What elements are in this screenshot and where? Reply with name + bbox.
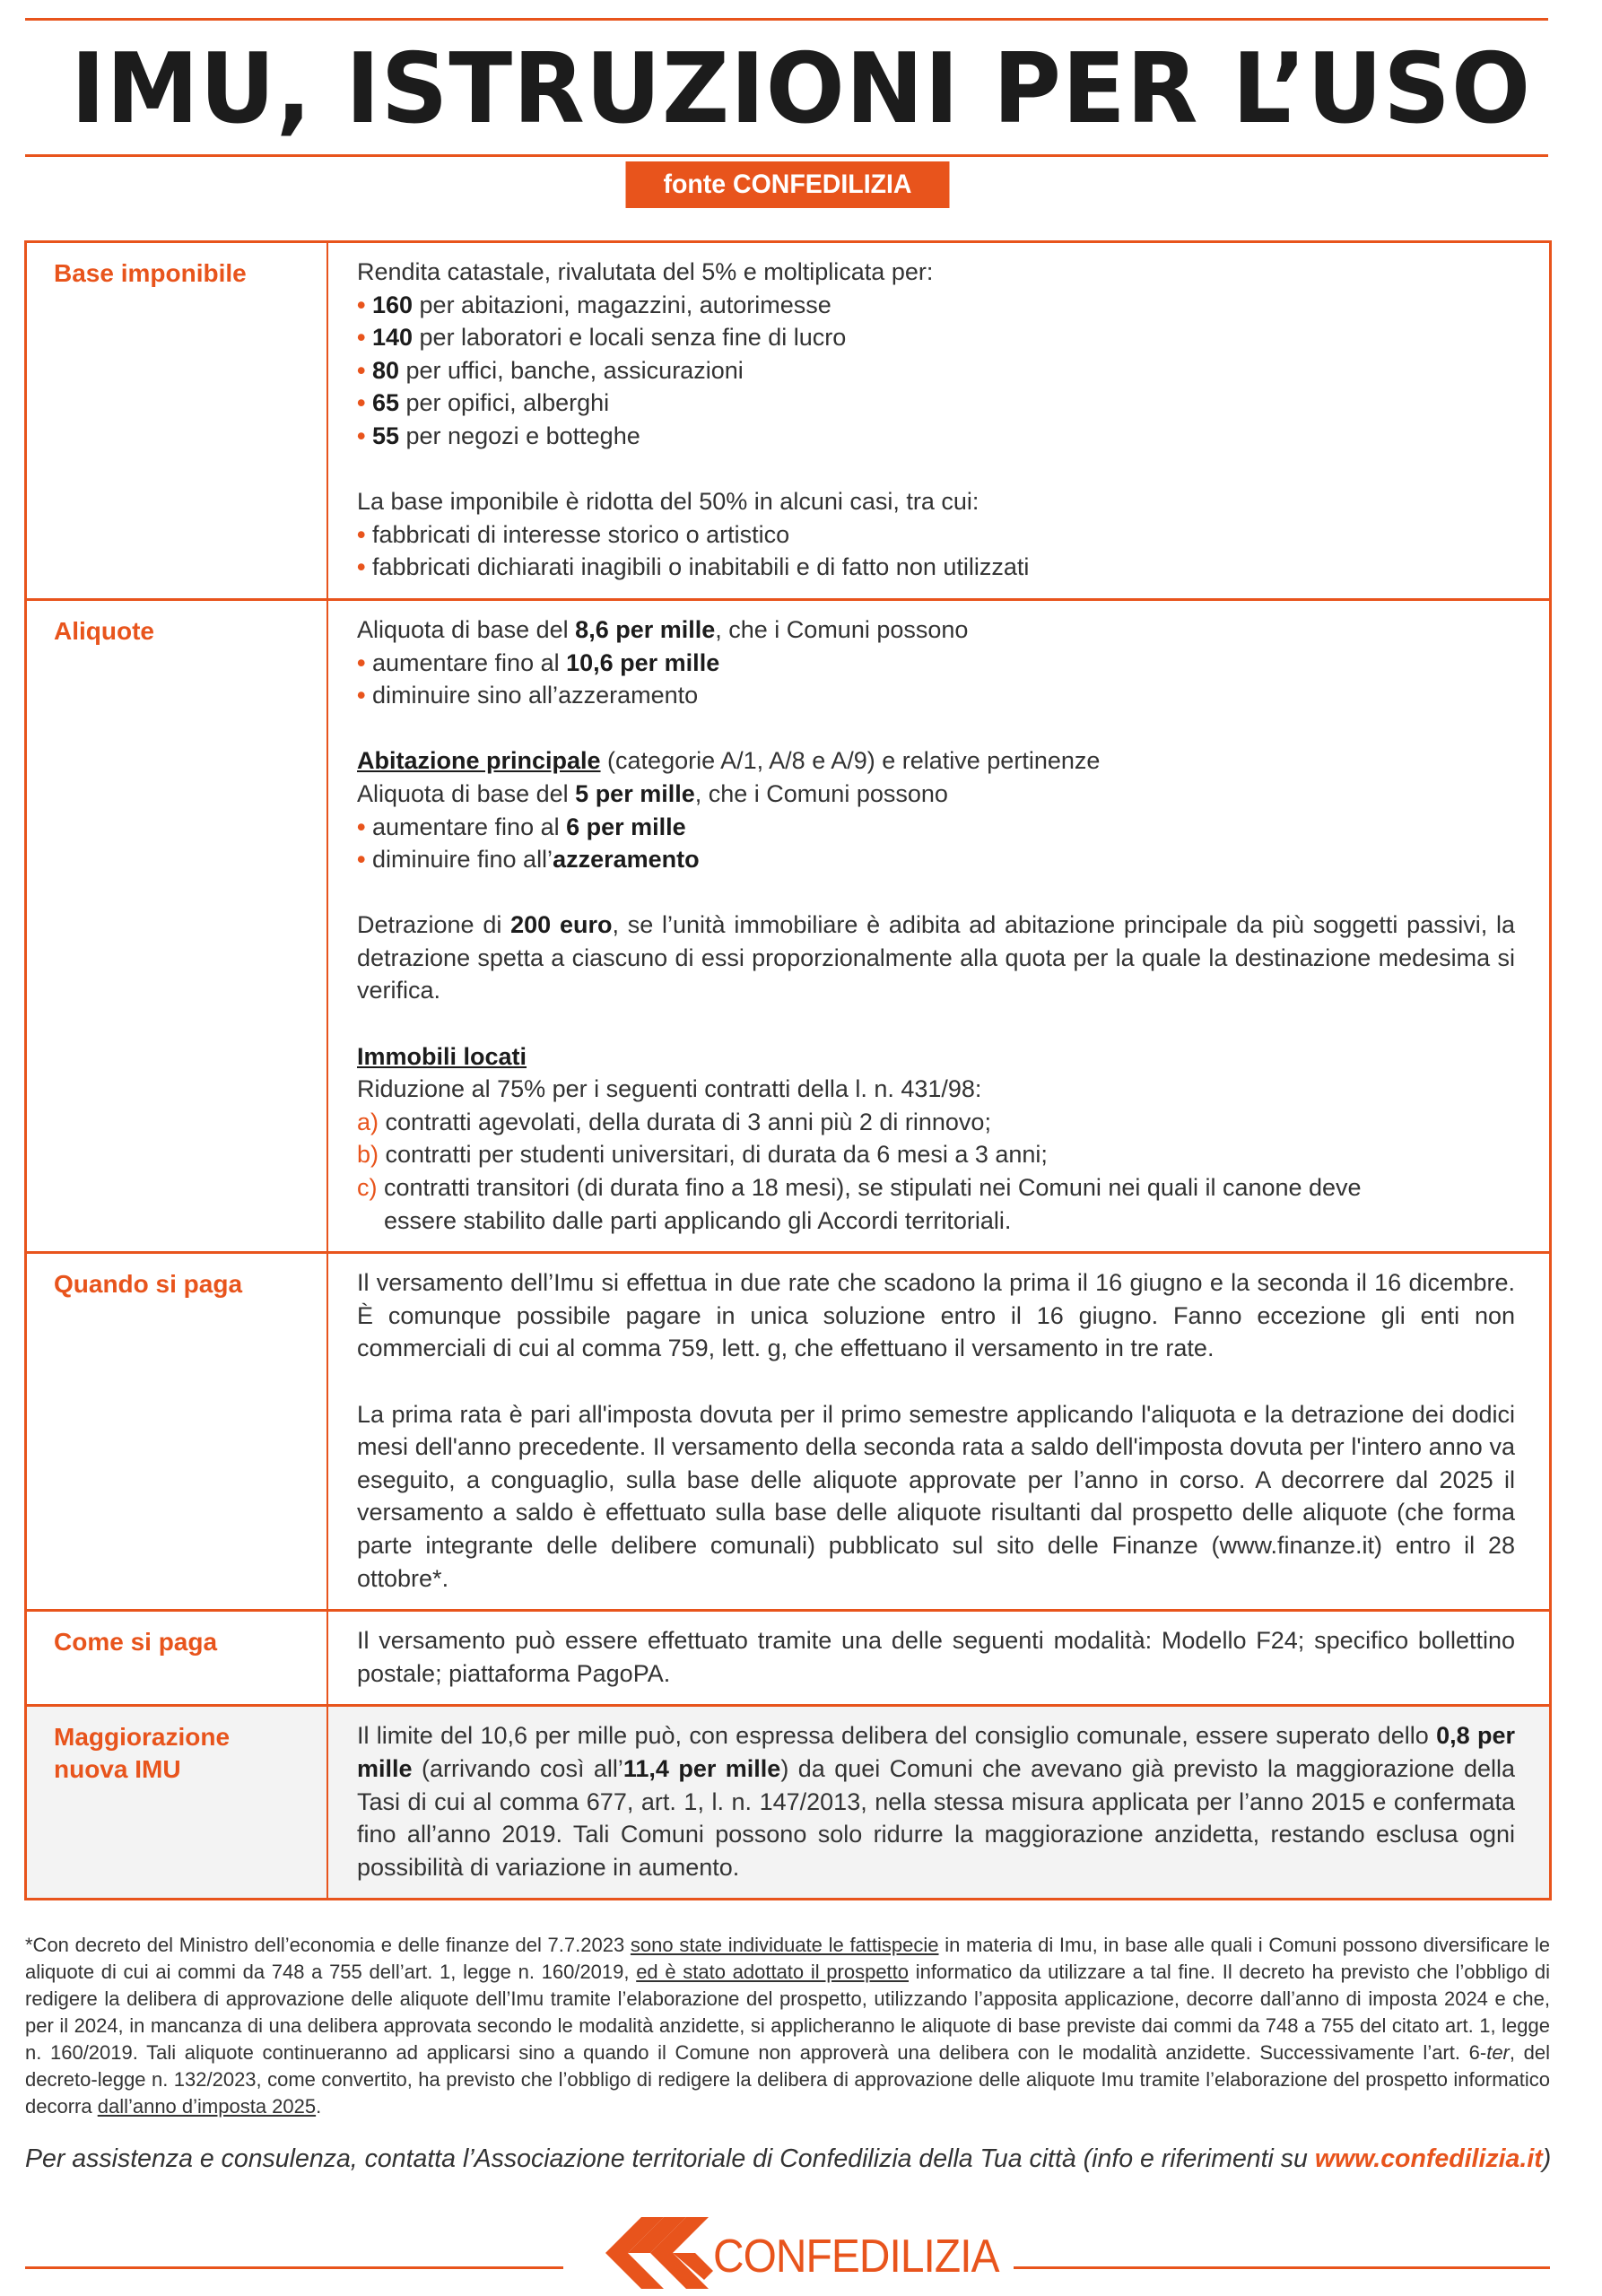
row-label: Aliquote bbox=[27, 601, 328, 1251]
page-title: IMU, ISTRUZIONI PER L’USO bbox=[70, 33, 1532, 145]
info-table bbox=[24, 240, 1552, 1900]
logo-text: CONFEDILIZIA bbox=[713, 2231, 999, 2283]
row-content bbox=[328, 1612, 1549, 1704]
list-item: a) contratti agevolati, della durata di 3 anni più 2 di rinnovo; bbox=[357, 1108, 991, 1135]
row-content bbox=[328, 243, 1549, 598]
base-intro: Rendita catastale, rivalutata del 5% e moltiplicata per: bbox=[357, 258, 934, 285]
row-label: Come si paga bbox=[27, 1612, 328, 1704]
list-item: • 55 per negozi e botteghe bbox=[357, 420, 1515, 453]
list-item: • 80 per uffici, banche, assicurazioni bbox=[357, 354, 1515, 387]
leased-intro: Riduzione al 75% per i seguenti contratti della l. n. 431/98: bbox=[357, 1075, 982, 1103]
row-come-si-paga bbox=[27, 1612, 1549, 1707]
detraction-paragraph: Detrazione di 200 euro, se l’unità immobiliare è adibita ad abitazione principale da più soggetti passivi, la detrazione spetta a ciascuno di essi proporzionalmente alla quota per la quale la destinazione medesima si verifica. bbox=[357, 911, 1515, 1004]
list-item: c) contratti transitori (di durata fino a 18 mesi), se stipulati nei Comuni nei quali il canone deve bbox=[357, 1174, 1362, 1202]
assistance-line: Per assistenza e consulenza, contatta l’Associazione territoriale di Confedilizia della Tua città (info e riferimenti su www.confedilizia.it) bbox=[25, 2144, 1552, 2173]
paragraph: Il limite del 10,6 per mille può, con espressa delibera del consiglio comunale, essere superato dello 0,8 per mille (arrivando così all’11,4 per mille) da quei Comuni che avevano già previsto la maggiorazione della Tasi di cui al comma 677, art. 1, l. n. 147/2013, nella stessa misura applicata per l’anno 2015 e confermata fino all’anno 2019. Tali Comuni possono solo ridurre la maggiorazione anzidetta, restando esclusa ogni possibilità di variazione in aumento. bbox=[357, 1722, 1515, 1881]
row-content bbox=[328, 601, 1549, 1251]
row-label: Quando si paga bbox=[27, 1254, 328, 1609]
list-item: • diminuire fino all’azzeramento bbox=[357, 843, 1515, 876]
paragraph: Il versamento dell’Imu si effettua in due rate che scadono la prima il 16 giugno e la seconda il 16 dicembre. È comunque possibile pagare in unica soluzione entro il 16 giugno. Fanno eccezione gli enti non commerciali di cui al comma 759, lett. g, che effettuano il versamento in tre rate. bbox=[357, 1269, 1515, 1362]
list-item: • aumentare fino al 6 per mille bbox=[357, 811, 1515, 844]
bottom-rule-left bbox=[25, 2266, 563, 2269]
bottom-rule-right bbox=[1014, 2266, 1550, 2269]
list-item: • 65 per opifici, alberghi bbox=[357, 387, 1515, 420]
row-label: Base imponibile bbox=[27, 243, 328, 598]
paragraph: La prima rata è pari all'imposta dovuta per il primo semestre applicando l'aliquota e la detrazione dei dodici mesi dell'anno precedente. Il versamento della seconda rata a saldo dell'imposta dovuta per l'intero anno va eseguito, a conguaglio, sulla base delle aliquote approvate per l’anno in corso. A decorrere dal 2025 il versamento a saldo è effettuato sulla base delle aliquote risultanti dal prospetto delle aliquote (che forma parte integrante delle delibere comunali) pubblicato sul sito delle Finanze (www.finanze.it) entro il 28 ottobre*. bbox=[357, 1400, 1515, 1592]
row-label: Maggiorazione nuova IMU bbox=[27, 1707, 328, 1898]
list-item: b) contratti per studenti universitari, di durata da 6 mesi a 3 anni; bbox=[357, 1141, 1048, 1169]
reduced-intro: La base imponibile è ridotta del 50% in alcuni casi, tra cui: bbox=[357, 488, 979, 516]
footnote: *Con decreto del Ministro dell’economia e delle finanze del 7.7.2023 sono state individuate le fattispecie in materia di Imu, in base alle quali i Comuni possono diversificare le aliquote di cui ai commi da 748 a 755 dell’art. 1, legge n. 160/2019, ed è stato adottato il prospetto informatico da utilizzare a tal fine. Il decreto ha previsto che l’obbligo di redigere la delibera di approvazione delle aliquote dell’Imu tramite l’elaborazione del prospetto, utilizzando l’apposita applicazione, decorre dall’anno di imposta 2024 e che, per il 2024, in mancanza di una delibera approvata secondo le modalità anzidette, si applicheranno le aliquote di base previste dai commi da 748 a 755 del citato art. 1, legge n. 160/2019. Tali aliquote continueranno ad applicarsi sino a quando il Comune non approverà una delibera con le modalità anzidette. Successivamente l’art. 6-ter, del decreto-legge n. 132/2023, come convertito, ha previsto che l’obbligo di redigere la delibera di approvazione delle aliquote Imu tramite l’elaborazione del prospetto informatico decorra dall’anno d’imposta 2025. bbox=[25, 1934, 1551, 2118]
list-item: • fabbricati dichiarati inagibili o inabitabili e di fatto non utilizzati bbox=[357, 551, 1515, 584]
base-rate-line: Aliquota di base del 8,6 per mille, che i Comuni possono bbox=[357, 615, 969, 643]
principal-heading: Abitazione principale (categorie A/1, A/8 e A/9) e relative pertinenze bbox=[357, 747, 1101, 775]
paragraph: Il versamento può essere effettuato tramite una delle seguenti modalità: Modello F24; specifico bollettino postale; piattaforma PagoPA. bbox=[357, 1627, 1515, 1687]
title-rule bbox=[25, 154, 1548, 157]
list-item-continuation: essere stabilito dalle parti applicando gli Accordi territoriali. bbox=[384, 1206, 1012, 1234]
row-content bbox=[328, 1707, 1549, 1898]
leased-heading: Immobili locati bbox=[357, 1042, 527, 1070]
list-item: • 160 per abitazioni, magazzini, autorimesse bbox=[357, 289, 1515, 322]
principal-rate-line: Aliquota di base del 5 per mille, che i Comuni possono bbox=[357, 779, 948, 807]
row-content bbox=[328, 1254, 1549, 1609]
website-link[interactable]: www.confedilizia.it bbox=[1314, 2144, 1543, 2173]
source-badge: fonte CONFEDILIZIA bbox=[626, 161, 950, 208]
row-base-imponibile bbox=[27, 243, 1549, 601]
list-item: • aumentare fino al 10,6 per mille bbox=[357, 647, 1515, 680]
row-aliquote bbox=[27, 601, 1549, 1254]
top-rule bbox=[25, 18, 1548, 21]
list-item: • 140 per laboratori e locali senza fine di lucro bbox=[357, 321, 1515, 354]
list-item: • fabbricati di interesse storico o artistico bbox=[357, 518, 1515, 552]
row-maggiorazione bbox=[27, 1707, 1549, 1898]
row-quando-si-paga bbox=[27, 1254, 1549, 1612]
list-item: • diminuire sino all’azzeramento bbox=[357, 679, 1515, 712]
